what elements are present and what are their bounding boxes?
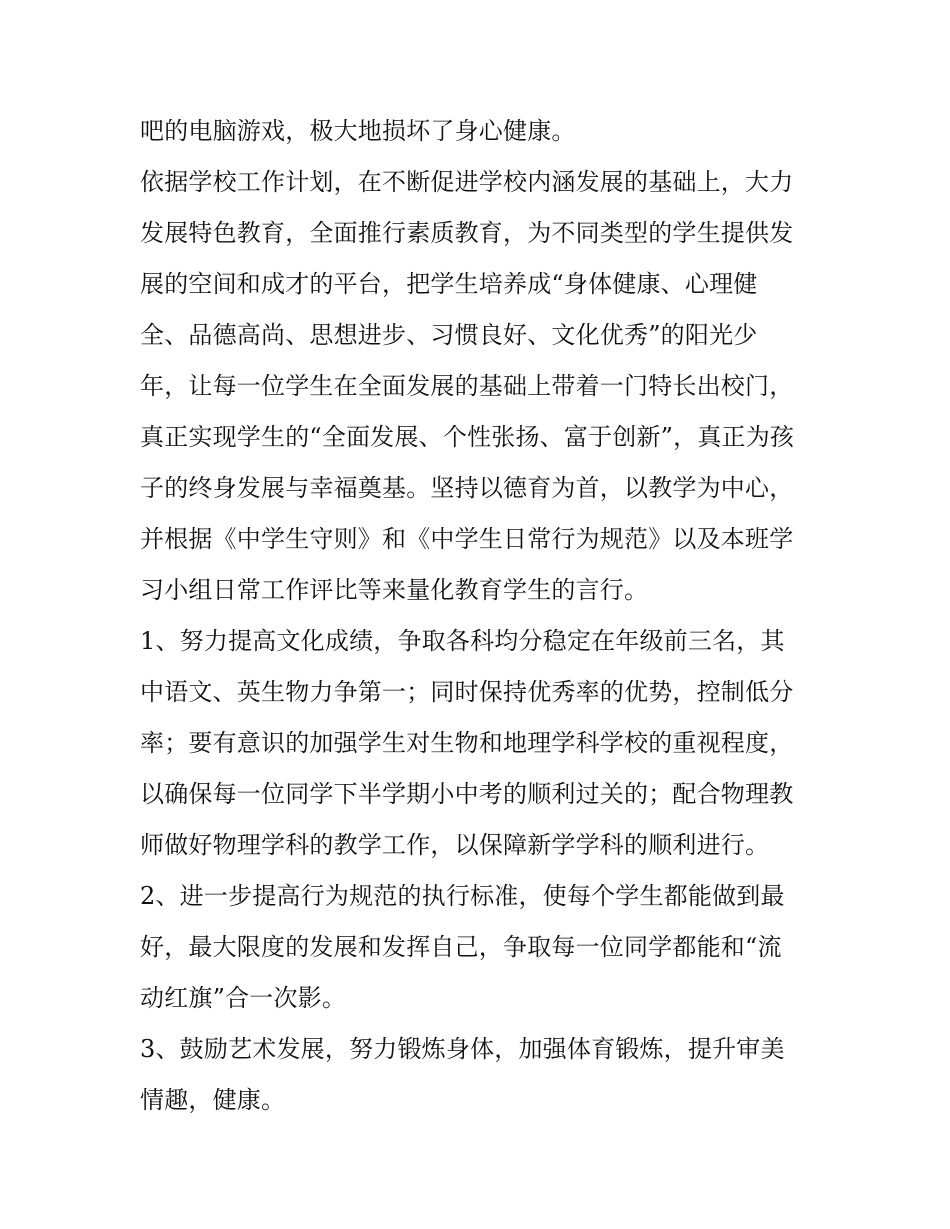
text-line: 动红旗”合一次影。 bbox=[140, 984, 347, 1012]
text-line: 率；要有意识的加强学生对生物和地理学科学校的重视程度， bbox=[140, 729, 794, 757]
text-line: 1、努力提高文化成绩，争取各科均分稳定在年级前三名，其 bbox=[140, 627, 785, 655]
text-line: 3、鼓励艺术发展，努力锻炼身体，加强体育锻炼，提升审美 bbox=[140, 1035, 785, 1063]
text-line: 展的空间和成才的平台，把学生培养成“身体健康、心理健 bbox=[140, 270, 758, 298]
text-line: 全、品德高尚、思想进步、习惯良好、文化优秀”的阳光少 bbox=[140, 321, 758, 349]
text-line: 2、进一步提高行为规范的执行标准，使每个学生都能做到最 bbox=[140, 882, 785, 910]
text-line: 中语文、英生物力争第一；同时保持优秀率的优势，控制低分 bbox=[140, 678, 794, 706]
text-line: 以确保每一位同学下半学期小中考的顺利过关的；配合物理教 bbox=[140, 780, 794, 808]
text-line: 并根据《中学生守则》和《中学生日常行为规范》以及本班学 bbox=[140, 525, 794, 553]
text-line: 发展特色教育，全面推行素质教育，为不同类型的学生提供发 bbox=[140, 219, 794, 247]
text-line: 吧的电脑游戏，极大地损坏了身心健康。 bbox=[140, 117, 576, 145]
text-line: 年，让每一位学生在全面发展的基础上带着一门特长出校门， bbox=[140, 372, 794, 400]
text-line: 师做好物理学科的教学工作，以保障新学学科的顺利进行。 bbox=[140, 831, 770, 859]
text-line: 好，最大限度的发展和发挥自己，争取每一位同学都能和“流 bbox=[140, 933, 782, 961]
document-body bbox=[140, 106, 820, 1126]
text-line: 情趣，健康。 bbox=[140, 1086, 286, 1114]
text-line: 习小组日常工作评比等来量化教育学生的言行。 bbox=[140, 576, 649, 604]
text-line: 子的终身发展与幸福奠基。坚持以德育为首，以教学为中心， bbox=[140, 474, 794, 502]
text-line: 真正实现学生的“全面发展、个性张扬、富于创新”，真正为孩 bbox=[140, 423, 795, 451]
text-line: 依据学校工作计划，在不断促进学校内涵发展的基础上，大力 bbox=[140, 168, 794, 196]
